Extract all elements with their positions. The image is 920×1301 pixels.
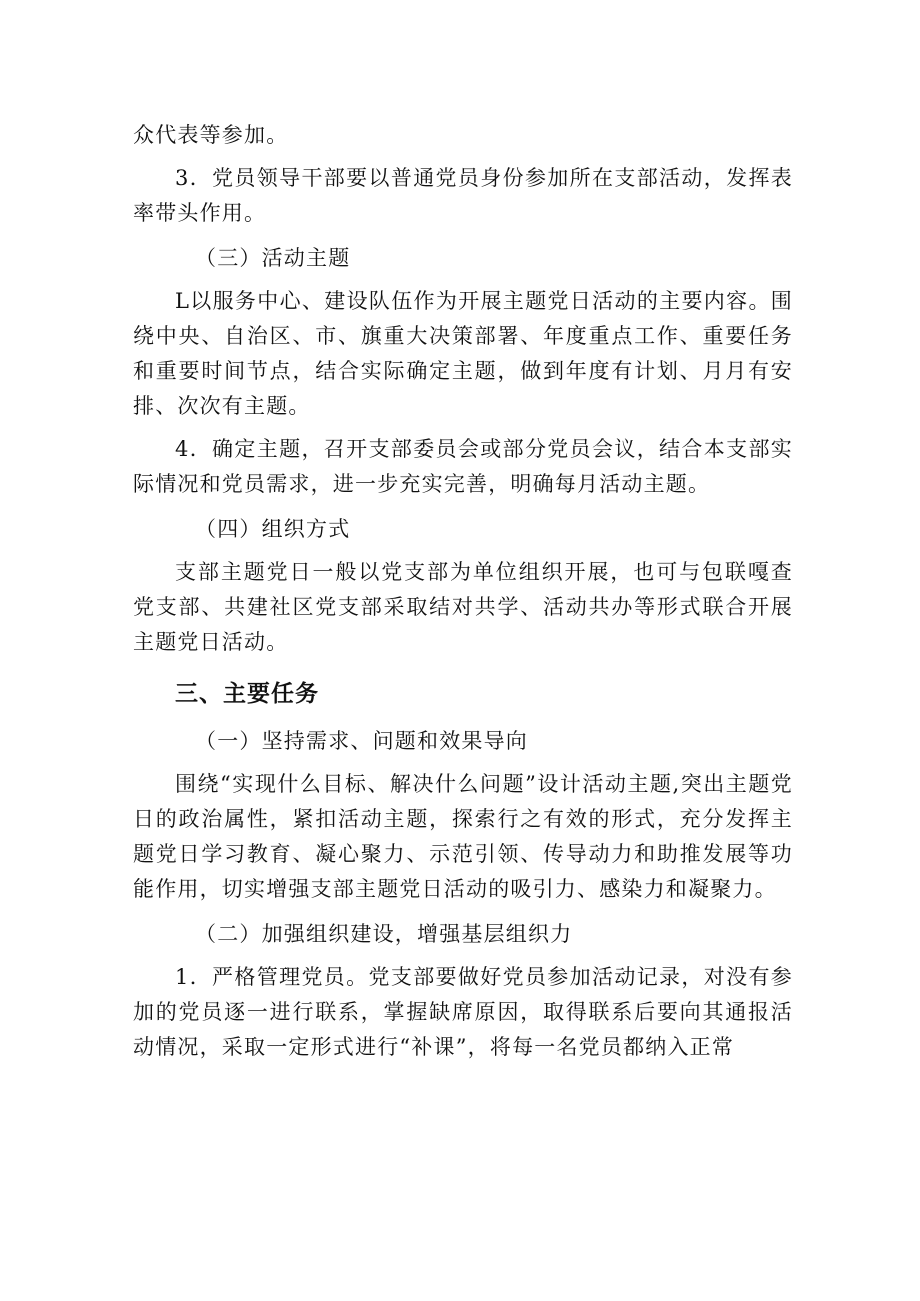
document-body [133,118,793,1065]
paragraph-theme-content: L以服务中心、建设队伍作为开展主题党日活动的主要内容。围绕中央、自治区、市、旗重大决策部署、年度重点工作、重要任务和重要时间节点，结合实际确定主题，做到年度有计划、月月有安排、次次有主题。 [133,289,793,418]
subheading-activity-theme: （三）活动主题 [195,246,351,270]
paragraph-item-4: 4．确定主题，召开支部委员会或部分党员会议，结合本支部实际情况和党员需求，进一步充实完善，明确每月活动主题。 [133,437,793,496]
subheading-demand-orientation: （一）坚持需求、问题和效果导向 [195,729,528,753]
paragraph-item-3: 3．党员领导干部要以普通党员身份参加所在支部活动，发挥表率带头作用。 [133,166,793,225]
subheading-organization-building: （二）加强组织建设，增强基层组织力 [195,922,573,946]
paragraph-organization: 支部主题党日一般以党支部为单位组织开展，也可与包联嘎查党支部、共建社区党支部采取结对共学、活动共办等形式联合开展主题党日活动。 [133,560,793,654]
paragraph-manage-members: 1．严格管理党员。党支部要做好党员参加活动记录，对没有参加的党员逐一进行联系，掌握缺席原因，取得联系后要向其通报活动情况，采取一定形式进行“补课”，将每一名党员都纳入正常 [133,965,793,1059]
paragraph-continuation: 众代表等参加。 [133,123,289,147]
subheading-organization-method: （四）组织方式 [195,517,351,541]
section-heading-main-tasks: 三、主要任务 [175,681,319,707]
paragraph-demand-orientation: 围绕“实现什么目标、解决什么问题”设计活动主题,突出主题党日的政治属性，紧扣活动主题，探索行之有效的形式，充分发挥主题党日学习教育、凝心聚力、示范引领、传导动力和助推发展等功能作用，切实增强支部主题党日活动的吸引力、感染力和凝聚力。 [133,772,793,901]
